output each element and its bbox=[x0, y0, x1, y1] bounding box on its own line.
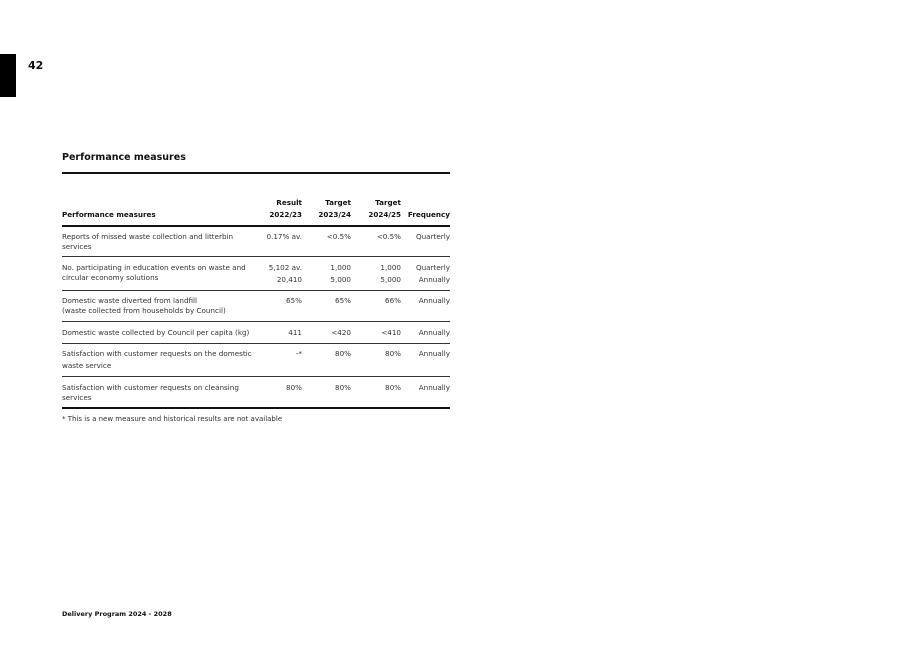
row-rule bbox=[62, 321, 450, 322]
row-target-2023: 80% bbox=[335, 383, 351, 392]
row-frequency: Quarterly bbox=[415, 263, 450, 272]
row-measure-line2: waste service bbox=[62, 361, 112, 370]
header-result-1: Result bbox=[276, 198, 302, 207]
row-result: 411 bbox=[288, 328, 302, 337]
row-measure-line1: No. participating in education events on waste and bbox=[62, 263, 246, 272]
row-rule bbox=[62, 376, 450, 377]
header-frequency: Frequency bbox=[407, 210, 450, 219]
row-target-2023: <0.5% bbox=[326, 232, 351, 241]
row-result: 5,102 av. bbox=[268, 263, 302, 272]
row-result: 80% bbox=[286, 383, 302, 392]
row-measure-line2: circular economy solutions bbox=[62, 273, 159, 282]
row-frequency: Annually bbox=[418, 296, 450, 305]
row-measure-line2: services bbox=[62, 393, 92, 402]
footnote: * This is a new measure and historical results are not available bbox=[62, 415, 283, 423]
row-target-2024-line2: 5,000 bbox=[380, 275, 401, 284]
row-rule bbox=[62, 290, 450, 291]
row-rule bbox=[62, 343, 450, 344]
row-measure-line2: (waste collected from households by Council) bbox=[62, 306, 226, 315]
row-target-2024: 80% bbox=[385, 383, 401, 392]
row-target-2024: 80% bbox=[385, 349, 401, 358]
row-frequency-line2: Annually bbox=[418, 275, 450, 284]
row-target-2023: <420 bbox=[331, 328, 351, 337]
page-number: 42 bbox=[28, 59, 44, 72]
row-target-2023: 65% bbox=[335, 296, 351, 305]
row-frequency: Quarterly bbox=[415, 232, 450, 241]
header-rule bbox=[62, 225, 450, 227]
row-measure-line1: Satisfaction with customer requests on the domestic bbox=[62, 349, 252, 358]
row-target-2024: 66% bbox=[385, 296, 401, 305]
row-measure-line1: Domestic waste diverted from landfill bbox=[62, 296, 198, 305]
header-measure: Performance measures bbox=[62, 210, 156, 219]
row-measure-line1: Satisfaction with customer requests on cleansing bbox=[62, 383, 239, 392]
row-frequency: Annually bbox=[418, 383, 450, 392]
row-measure-line1: Reports of missed waste collection and litterbin bbox=[62, 232, 234, 241]
row-measure-line2: services bbox=[62, 242, 92, 251]
row-result-line2: 20,410 bbox=[276, 275, 302, 284]
row-rule bbox=[62, 256, 450, 257]
row-target-2024: <0.5% bbox=[376, 232, 401, 241]
row-target-2023-line2: 5,000 bbox=[330, 275, 351, 284]
table-bottom-rule bbox=[62, 407, 450, 409]
header-target1-2: 2023/24 bbox=[318, 210, 351, 219]
row-result: -* bbox=[295, 349, 302, 358]
header-target1-1: Target bbox=[325, 198, 351, 207]
row-result: 0.17% av. bbox=[266, 232, 302, 241]
row-result: 65% bbox=[286, 296, 302, 305]
page-tab-marker bbox=[0, 54, 16, 97]
row-target-2023: 80% bbox=[335, 349, 351, 358]
header-result-2: 2022/23 bbox=[269, 210, 302, 219]
section-title: Performance measures bbox=[62, 152, 186, 163]
row-target-2024: 1,000 bbox=[380, 263, 401, 272]
row-target-2023: 1,000 bbox=[330, 263, 351, 272]
row-frequency: Annually bbox=[418, 328, 450, 337]
row-measure-line1: Domestic waste collected by Council per capita (kg) bbox=[62, 328, 250, 337]
title-rule bbox=[62, 172, 450, 174]
header-target2-2: 2024/25 bbox=[368, 210, 401, 219]
footer-title: Delivery Program 2024 - 2028 bbox=[62, 610, 172, 618]
row-target-2024: <410 bbox=[381, 328, 401, 337]
row-frequency: Annually bbox=[418, 349, 450, 358]
header-target2-1: Target bbox=[375, 198, 401, 207]
